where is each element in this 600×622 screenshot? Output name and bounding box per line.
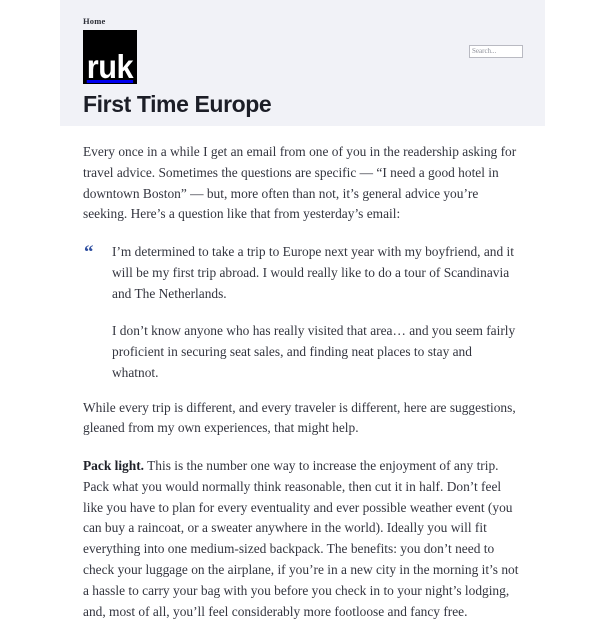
search-form xyxy=(469,40,523,58)
article-body xyxy=(83,142,520,622)
intro-paragraph: Every once in a while I get an email from one of you in the readership asking for travel advice. Sometimes the questions are specific — “I need a good hotel in downtown Boston” — but, more often than not, it’s general advice you’re seeking. Here’s a question like that from yesterday’s email: xyxy=(83,144,517,222)
tip-lead-in: Pack light. xyxy=(83,458,145,474)
site-logo[interactable] xyxy=(83,30,137,84)
tip-paragraph xyxy=(83,456,520,622)
after-quote-paragraph: While every trip is different, and every traveler is different, here are suggestions, gleaned from my own experiences, that might help. xyxy=(83,399,516,436)
quote-paragraph-2: I don’t know anyone who has really visited that area… and you seem fairly proficient in securing seat sales, and finding neat places to stay and whatnot. xyxy=(112,323,516,380)
site-logo-text: ruk xyxy=(86,47,134,84)
quote-mark-icon: “ xyxy=(84,242,94,264)
primary-navigation xyxy=(83,11,106,29)
search-input[interactable] xyxy=(469,45,523,58)
page-title: First Time Europe xyxy=(83,91,272,117)
nav-link-home[interactable]: Home xyxy=(83,16,106,26)
tip-body: This is the number one way to increase the enjoyment of any trip. Pack what you would normally think reasonable, then cut it in half. Don’t feel like you have to plan for every eventuality and ever possible weather event (you can buy a raincoat, or a sweater anywhere in the world). Ideally you will fit everything into one medium-sized backpack. The benefits: you don’t need to check your luggage on the airplane, if you’re in a new city in the morning it’s not a hassle to carry your bag with you before you check in to your night’s lodging, and, most of all, you’ll feel considerably more footloose and fancy free. xyxy=(83,458,519,619)
reader-quote xyxy=(83,242,520,384)
quote-paragraph-1: I’m determined to take a trip to Europe next year with my boyfriend, and it will be my first trip abroad. I would really like to do a tour of Scandinavia and The Netherlands. xyxy=(112,244,514,301)
site-header xyxy=(60,0,545,126)
